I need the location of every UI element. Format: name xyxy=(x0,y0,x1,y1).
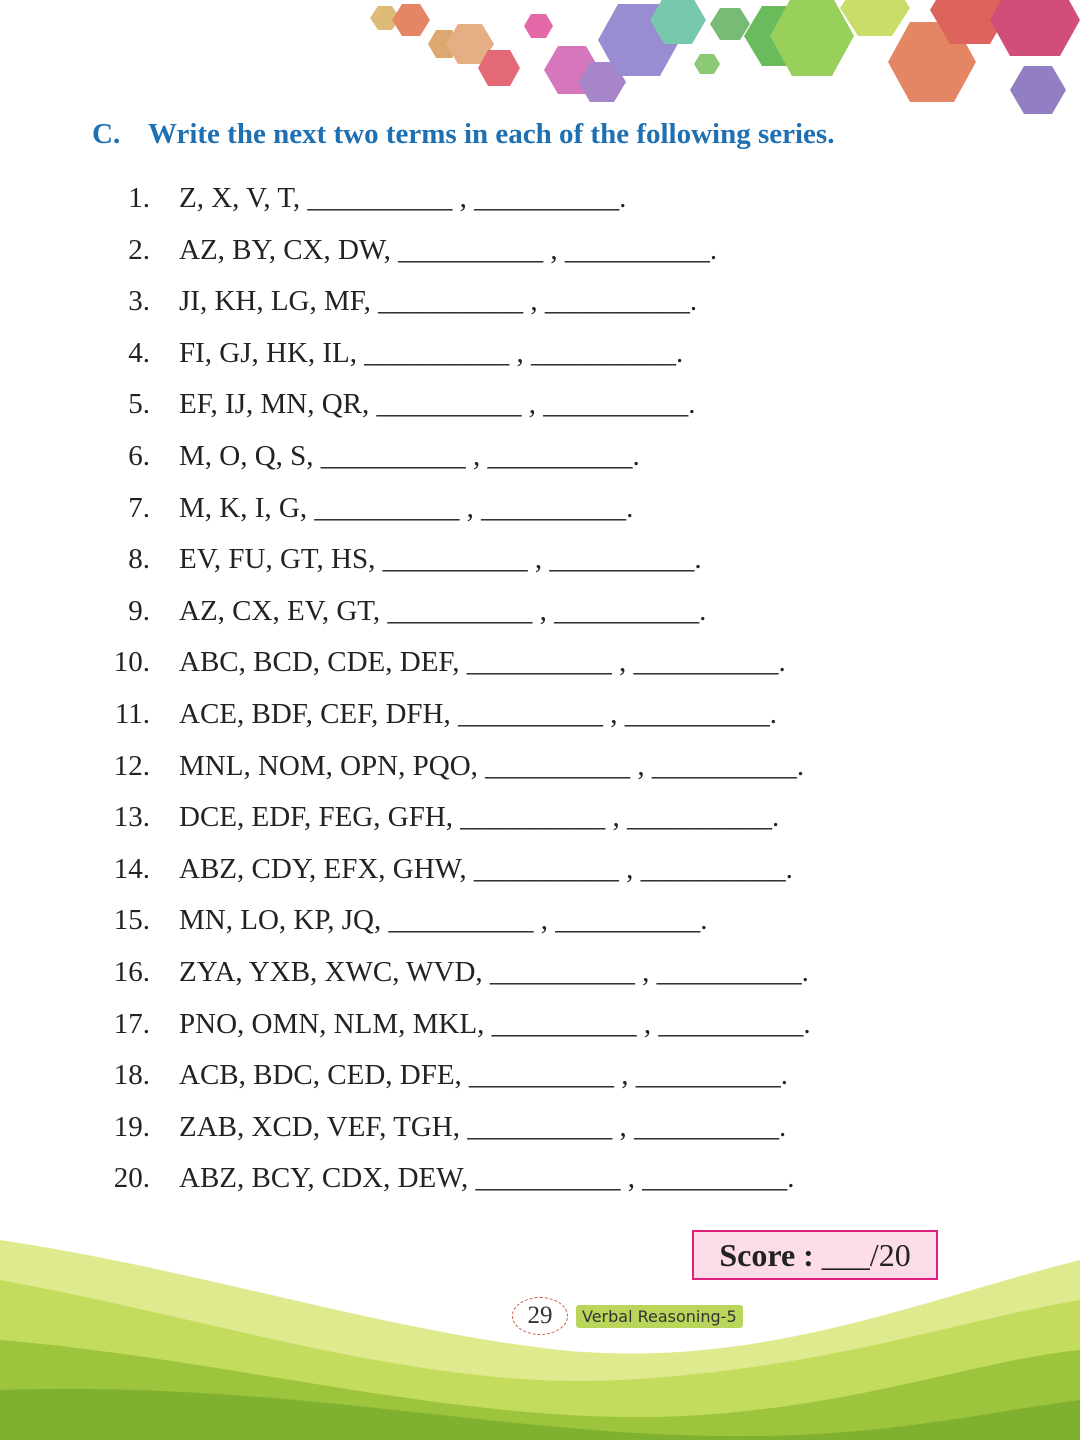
question-item xyxy=(0,434,1080,486)
section-heading xyxy=(92,118,834,151)
question-number: 5. xyxy=(128,388,150,421)
question-text: DCE, EDF, FEG, GFH, __________ , __________. xyxy=(179,801,780,834)
score-value: ___/20 xyxy=(821,1237,911,1273)
question-item xyxy=(0,279,1080,331)
question-number: 10. xyxy=(113,646,150,679)
question-number: 16. xyxy=(113,955,150,988)
question-number: 2. xyxy=(128,233,150,266)
question-text: ACE, BDF, CEF, DFH, __________ , __________. xyxy=(179,697,777,730)
section-letter: C. xyxy=(92,118,121,150)
question-number: 17. xyxy=(113,1007,150,1040)
question-number: 3. xyxy=(128,285,150,318)
page-number: 29 xyxy=(512,1297,568,1335)
question-list xyxy=(0,176,1080,1208)
question-text: ACB, BDC, CED, DFE, __________ , __________. xyxy=(179,1059,789,1092)
question-text: M, K, I, G, __________ , __________. xyxy=(179,491,634,524)
page-footer xyxy=(512,1296,743,1336)
question-item xyxy=(0,950,1080,1002)
question-item xyxy=(0,1156,1080,1208)
question-number: 7. xyxy=(128,491,150,524)
question-number: 11. xyxy=(114,697,150,730)
decorative-hexagon-banner xyxy=(0,0,1080,130)
question-item xyxy=(0,382,1080,434)
question-text: EF, IJ, MN, QR, __________ , __________. xyxy=(179,388,696,421)
question-text: MNL, NOM, OPN, PQO, __________ , __________. xyxy=(179,749,805,782)
question-text: ZAB, XCD, VEF, TGH, __________ , __________. xyxy=(179,1110,787,1143)
section-instruction: Write the next two terms in each of the following series. xyxy=(148,118,835,150)
question-item xyxy=(0,486,1080,538)
question-text: JI, KH, LG, MF, __________ , __________. xyxy=(179,285,698,318)
question-item xyxy=(0,640,1080,692)
question-item xyxy=(0,1105,1080,1157)
question-text: EV, FU, GT, HS, __________ , __________. xyxy=(179,543,702,576)
question-item xyxy=(0,589,1080,641)
question-item xyxy=(0,1053,1080,1105)
question-number: 14. xyxy=(113,852,150,885)
question-text: AZ, CX, EV, GT, __________ , __________. xyxy=(179,594,707,627)
question-item xyxy=(0,331,1080,383)
question-number: 9. xyxy=(128,594,150,627)
question-number: 1. xyxy=(128,182,150,214)
question-text: ABC, BCD, CDE, DEF, __________ , __________. xyxy=(179,646,786,679)
question-text: PNO, OMN, NLM, MKL, __________ , __________. xyxy=(179,1007,811,1040)
question-item xyxy=(0,537,1080,589)
question-item xyxy=(0,176,1080,228)
question-number: 4. xyxy=(128,336,150,369)
question-item xyxy=(0,228,1080,280)
question-item xyxy=(0,1002,1080,1054)
score-box xyxy=(692,1230,938,1280)
score-label: Score : xyxy=(719,1237,822,1273)
book-title-tag: Verbal Reasoning-5 xyxy=(576,1305,743,1328)
question-number: 15. xyxy=(113,904,150,937)
question-number: 19. xyxy=(113,1110,150,1143)
question-number: 18. xyxy=(113,1059,150,1092)
question-text: MN, LO, KP, JQ, __________ , __________. xyxy=(179,904,708,937)
question-item xyxy=(0,898,1080,950)
question-item xyxy=(0,847,1080,899)
question-text: Z, X, V, T, __________ , __________. xyxy=(179,182,627,214)
question-item xyxy=(0,692,1080,744)
question-text: ABZ, BCY, CDX, DEW, __________ , __________. xyxy=(179,1162,795,1195)
question-text: FI, GJ, HK, IL, __________ , __________. xyxy=(179,336,684,369)
question-text: M, O, Q, S, __________ , __________. xyxy=(179,439,640,472)
question-number: 6. xyxy=(128,439,150,472)
question-number: 20. xyxy=(113,1162,150,1195)
question-text: AZ, BY, CX, DW, __________ , __________. xyxy=(179,233,718,266)
question-item xyxy=(0,744,1080,796)
question-number: 8. xyxy=(128,543,150,576)
question-number: 12. xyxy=(113,749,150,782)
question-number: 13. xyxy=(113,801,150,834)
question-text: ZYA, YXB, XWC, WVD, __________ , __________. xyxy=(179,955,809,988)
question-text: ABZ, CDY, EFX, GHW, __________ , __________. xyxy=(179,852,793,885)
question-item xyxy=(0,795,1080,847)
